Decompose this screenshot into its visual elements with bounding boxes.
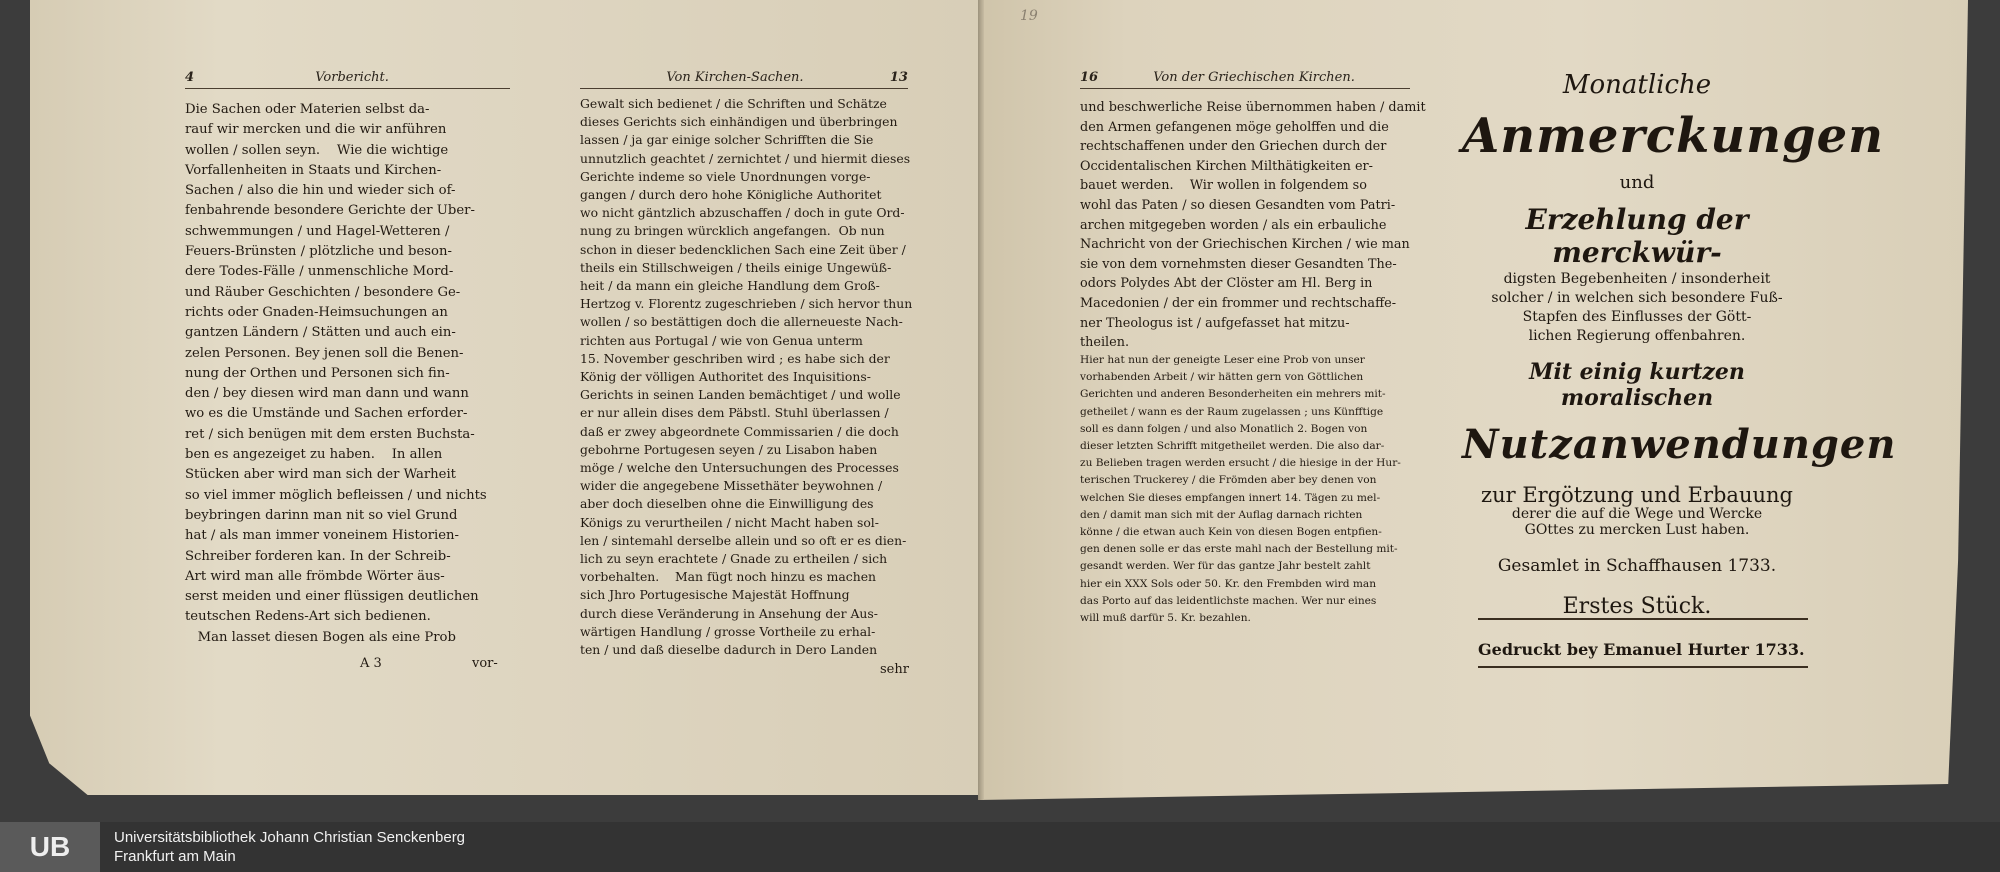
text-line: richts oder Gnaden-Heimsuchungen an: [185, 304, 448, 320]
text-line: gen denen solle er das erste mahl nach der Bestellung mit-: [1080, 543, 1398, 556]
text-line: wärtigen Handlung / grosse Vortheile zu erhal-: [580, 623, 876, 639]
text-line: wider die angegebene Missethäter beywohnen /: [580, 478, 883, 494]
running-head: Vorbericht.: [315, 70, 389, 85]
text-line: Art wird man alle frömbde Wörter äus-: [185, 568, 445, 584]
text-line: daß er zwey abgeordnete Commissarien / die doch: [580, 423, 899, 439]
text-line: Hertzog v. Florentz zugeschrieben / sich hervor thun: [580, 296, 913, 312]
institution-name: Universitätsbibliothek Johann Christian Senckenberg: [114, 829, 466, 846]
divider: [1478, 666, 1808, 668]
title-page: [1462, 70, 1897, 619]
text-line: ten / und daß dieselbe dadurch in Dero Landen: [580, 642, 878, 658]
library-logo: [0, 822, 100, 872]
text-line: hier ein XXX Sols oder 50. Kr. den Frembden wird man: [1080, 577, 1377, 590]
text-line: Feuers-Brünsten / plötzliche und beson-: [185, 244, 452, 260]
text-line: welchen Sie dieses empfangen innert 14. Tägen zu mel-: [1080, 491, 1381, 504]
text-line: beybringen darinn man nit so viel Grund: [185, 507, 458, 523]
running-head: Von Kirchen-Sachen.: [666, 70, 804, 85]
logo-text: UB: [29, 831, 71, 862]
catchword: sehr: [880, 662, 909, 677]
page-header-13: [580, 70, 908, 85]
page-number: 13: [889, 70, 908, 85]
text-line: dere Todes-Fälle / unmenschliche Mord-: [185, 264, 454, 280]
text-line: bauet werden. Wir wollen in folgendem so: [1080, 178, 1367, 194]
text-line: das Porto auf das leidentlichste machen. Wer nur eines: [1080, 594, 1377, 607]
text-line: hat / als man immer voneinem Historien-: [185, 528, 460, 544]
text-line: fenbahrende besondere Gerichte der Uber-: [185, 203, 475, 219]
text-line: zelen Personen. Bey jenen soll die Benen-: [185, 345, 464, 361]
text-line: wollen / sollen seyn. Wie die wichtige: [185, 142, 449, 158]
text-line: odors Polydes Abt der Clöster am Hl. Berg in: [1080, 276, 1373, 292]
text-line: rauf wir mercken und die wir anführen: [185, 122, 447, 138]
text-line: und Räuber Geschichten / besondere Ge-: [185, 284, 461, 300]
page-text-vorbericht: [185, 100, 487, 648]
library-footer-bar: [0, 822, 2000, 872]
title-line: und: [1619, 172, 1655, 193]
title-line: Monatliche: [1562, 70, 1712, 100]
text-line: soll es dann folgen / und also Monatlich 2. Bogen von: [1080, 422, 1368, 435]
text-line: Occidentalischen Kirchen Milthätigkeiten er-: [1080, 158, 1373, 174]
title-line: Mit einig kurtzen moralischen: [1529, 359, 1745, 411]
institution-city: Frankfurt am Main: [114, 848, 236, 865]
text-line: vorhabenden Arbeit / wir hätten gern von Göttlichen: [1080, 371, 1364, 384]
title-line: Stapfen des Einflusses der Gött-: [1522, 309, 1752, 325]
text-line: den / bey diesen wird man dann und wann: [185, 386, 469, 402]
binding-fold: [978, 0, 984, 800]
title-line: Erzehlung der merckwür-: [1525, 203, 1749, 269]
text-line: rechtschaffenen under den Griechen durch der: [1080, 139, 1387, 155]
printer-line: Gedruckt bey Emanuel Hurter 1733.: [1478, 640, 1805, 659]
text-line: dieser letzten Schrifft mitgetheilet werden. Die also dar-: [1080, 440, 1385, 453]
title-line: zur Ergötzung und Erbauung: [1481, 483, 1793, 507]
text-line: den Armen gefangenen möge geholffen und die: [1080, 119, 1389, 135]
text-line: durch diese Veränderung in Ansehung der Aus-: [580, 605, 878, 621]
catchword: vor-: [472, 656, 498, 671]
text-line: Königs zu verurtheilen / nicht Macht haben sol-: [580, 514, 879, 530]
text-line: schwemmungen / und Hagel-Wetteren /: [185, 223, 450, 239]
text-line: wollen / so bestättigen doch die allerneueste Nach-: [580, 314, 903, 330]
text-line: Die Sachen oder Materien selbst da-: [185, 102, 430, 117]
page-header-4: [185, 70, 510, 85]
text-line: er nur allein dises dem Päbstl. Stuhl überlassen /: [580, 405, 889, 421]
text-line: Stücken aber wird man sich der Warheit: [185, 467, 456, 483]
text-line: Gewalt sich bedienet / die Schriften und Schätze: [580, 96, 887, 111]
text-line: Man lasset diesen Bogen als eine Prob: [185, 629, 456, 645]
text-line: nung zu bringen würcklich angefangen. Ob nun: [580, 223, 885, 239]
text-line: gangen / durch dero hohe Königliche Authoritet: [580, 187, 882, 203]
text-line: sich Jhro Portugesische Majestät Hoffnung: [580, 587, 850, 603]
page-number: 16: [1080, 70, 1099, 85]
text-line: len / sintemahl derselbe allein und so oft er es dien-: [580, 532, 907, 548]
title-line: digsten Begebenheiten / insonderheit: [1503, 271, 1771, 287]
text-line: Gerichte indeme so viele Unordnungen vorge-: [580, 168, 871, 184]
editor-note: [1080, 352, 1401, 627]
text-line: Gerichts in seinen Landen bemächtiget / und wolle: [580, 387, 901, 403]
text-line: ben es angezeiget zu haben. In allen: [185, 447, 443, 463]
text-line: Nachricht von der Griechischen Kirchen / wie man: [1080, 237, 1410, 253]
title-main: Anmerckungen: [1462, 108, 1885, 164]
text-line: Sachen / also die hin und wieder sich of-: [185, 183, 456, 199]
text-line: Gerichten und anderen Besonderheiten ein mehrers mit-: [1080, 388, 1386, 401]
text-line: sie von dem vornehmsten dieser Gesandten The-: [1080, 256, 1397, 272]
title-line: solcher / in welchen sich besondere Fuß-: [1491, 290, 1783, 306]
text-line: möge / welche den Untersuchungen des Processes: [580, 460, 899, 476]
text-line: gantzen Ländern / Stätten und auch ein-: [185, 325, 456, 341]
text-line: zu Belieben tragen werden ersucht / die hiesige in der Hur-: [1080, 457, 1401, 470]
text-line: gebohrne Portugesen seyen / zu Lisabon haben: [580, 441, 878, 457]
text-line: wo es die Umstände und Sachen erforder-: [185, 406, 468, 422]
title-place-date: Gesamlet in Schaffhausen 1733.: [1497, 556, 1777, 576]
text-line: teutschen Redens-Art sich bedienen.: [185, 609, 431, 625]
text-line: theilen.: [1080, 335, 1130, 351]
page-number: 4: [185, 70, 195, 85]
title-line: GOttes zu mercken Lust haben.: [1524, 522, 1750, 538]
title-line: derer die auf die Wege und Wercke: [1511, 506, 1763, 522]
text-line: nung der Orthen und Personen sich fin-: [185, 365, 450, 381]
text-line: Macedonien / der ein frommer und rechtschaffe-: [1080, 295, 1397, 311]
text-line: 15. November geschriben wird ; es habe sich der: [580, 350, 890, 366]
text-line: Hier hat nun der geneigte Leser eine Prob von unser: [1080, 354, 1365, 366]
text-line: und beschwerliche Reise übernommen haben / damit: [1080, 100, 1426, 115]
text-line: Vorfallenheiten in Staats und Kirchen-: [185, 162, 442, 178]
text-line: ret / sich benügen mit dem ersten Buchsta-: [185, 426, 475, 442]
title-secondary: Nutzanwendungen: [1462, 421, 1897, 468]
text-line: wo nicht gäntzlich abzuschaffen / doch in gute Ord-: [580, 205, 905, 221]
text-line: richten aus Portugal / wie von Genua unterm: [580, 332, 863, 348]
title-line: lichen Regierung offenbahren.: [1528, 328, 1746, 344]
page-header-16: [1080, 70, 1410, 85]
text-line: so viel immer möglich befleissen / und nichts: [185, 487, 487, 503]
page-text-kirchen-sachen: [580, 95, 912, 659]
text-line: vorbehalten. Man fügt noch hinzu es machen: [580, 569, 877, 585]
text-line: wohl das Paten / so diesen Gesandten vom Patri-: [1080, 197, 1396, 213]
text-line: aber doch dieselben ohne die Einwilligung des: [580, 496, 874, 512]
library-credit: [114, 828, 465, 866]
text-line: unnutzlich geachtet / zernichtet / und hiermit dieses: [580, 150, 911, 166]
text-line: getheilet / wann es der Raum zugelassen ; uns Künfftige: [1080, 405, 1384, 418]
pencil-mark: 19: [1020, 8, 1038, 24]
text-line: lassen / ja gar einige solcher Schrifften die Sie: [580, 132, 874, 148]
divider: [1478, 618, 1808, 620]
text-line: Schreiber forderen kan. In der Schreib-: [185, 548, 451, 564]
page-text-griechische-kirchen: [1080, 98, 1426, 353]
text-line: heit / da mann ein gleiche Handlung dem Groß-: [580, 278, 880, 294]
text-line: könne / die etwan auch Kein von diesen Bogen entpfien-: [1080, 526, 1382, 539]
text-line: terischen Truckerey / die Frömden aber bey denen von: [1080, 474, 1377, 487]
text-line: König der völligen Authoritet des Inquisitions-: [580, 369, 871, 385]
text-line: schon in dieser bedencklichen Sach eine Zeit über /: [580, 241, 906, 257]
title-issue: Erstes Stück.: [1562, 594, 1712, 619]
text-line: lich zu seyn erachtete / Gnade zu ertheilen / sich: [580, 551, 888, 567]
text-line: gesandt werden. Wer für das gantze Jahr bestelt zahlt: [1080, 560, 1371, 573]
signature-mark: A 3: [360, 656, 382, 671]
text-line: dieses Gerichts sich einhändigen und überbringen: [580, 114, 898, 130]
running-head: Von der Griechischen Kirchen.: [1153, 70, 1355, 85]
text-line: den / damit man sich mit der Auflag darnach richten: [1080, 508, 1363, 521]
text-line: will muß darfür 5. Kr. bezahlen.: [1080, 612, 1251, 625]
text-line: theils ein Stillschweigen / theils einige Ungewüß-: [580, 259, 892, 275]
text-line: serst meiden und einer flüssigen deutlichen: [185, 589, 479, 605]
text-line: archen mitgegeben worden / als ein erbauliche: [1080, 217, 1387, 233]
text-line: ner Theologus ist / aufgefasset hat mitzu-: [1080, 315, 1350, 331]
